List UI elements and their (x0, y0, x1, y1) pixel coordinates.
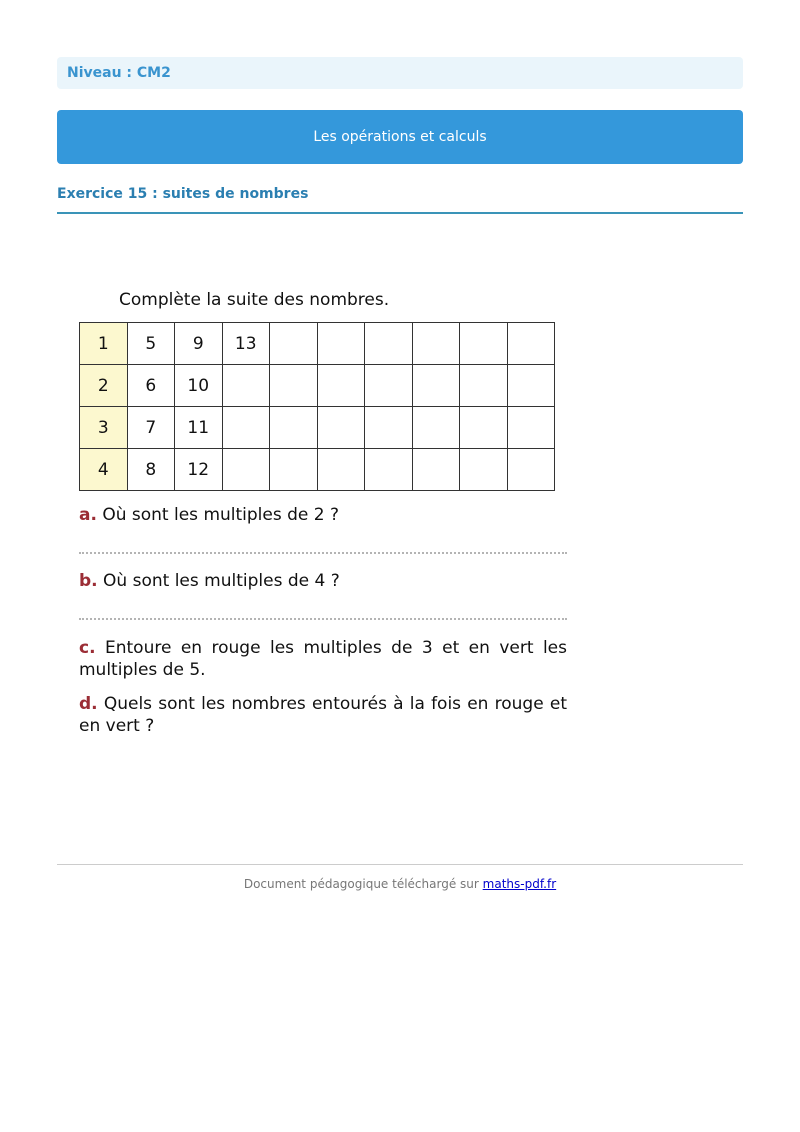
grid-cell[interactable] (460, 365, 508, 407)
grid-cell[interactable] (270, 449, 318, 491)
exercise-title: Exercice 15 : suites de nombres (57, 186, 743, 214)
number-grid (79, 322, 555, 491)
grid-cell[interactable] (412, 407, 460, 449)
grid-cell[interactable] (412, 449, 460, 491)
grid-cell[interactable] (270, 407, 318, 449)
grid-cell[interactable] (365, 365, 413, 407)
question-c (79, 637, 567, 681)
grid-cell[interactable] (507, 407, 555, 449)
grid-cell[interactable] (412, 323, 460, 365)
grid-cell[interactable] (222, 365, 270, 407)
question-c-letter: c. (79, 638, 96, 658)
question-b-text: Où sont les multiples de 4 ? (103, 571, 340, 591)
grid-cell[interactable] (460, 449, 508, 491)
grid-cell[interactable] (317, 449, 365, 491)
grid-cell[interactable] (507, 323, 555, 365)
question-b-letter: b. (79, 571, 98, 591)
grid-cell[interactable] (365, 323, 413, 365)
grid-start-cell: 1 (80, 323, 128, 365)
question-d-letter: d. (79, 694, 98, 714)
exercise-content (79, 286, 567, 737)
grid-cell[interactable] (507, 449, 555, 491)
grid-cell[interactable] (317, 407, 365, 449)
grid-row (80, 365, 555, 407)
footer-divider (57, 864, 743, 865)
grid-cell[interactable] (460, 407, 508, 449)
grid-cell: 9 (175, 323, 223, 365)
grid-cell[interactable] (270, 323, 318, 365)
answer-line-b[interactable] (79, 618, 567, 620)
grid-cell: 5 (127, 323, 175, 365)
grid-start-cell: 2 (80, 365, 128, 407)
grid-cell[interactable] (507, 365, 555, 407)
footer-link[interactable]: maths-pdf.fr (482, 877, 557, 891)
grid-cell[interactable] (270, 365, 318, 407)
level-label: Niveau : CM2 (57, 57, 743, 89)
topic-banner: Les opérations et calculs (57, 110, 743, 164)
footer-text: Document pédagogique téléchargé sur (243, 877, 479, 891)
grid-cell[interactable] (222, 407, 270, 449)
grid-cell[interactable] (365, 449, 413, 491)
grid-cell[interactable] (317, 323, 365, 365)
question-a-letter: a. (79, 505, 97, 525)
grid-cell: 6 (127, 365, 175, 407)
question-c-text: Entoure en rouge les multiples de 3 et en vert les multiples de 5. (79, 638, 567, 680)
instruction: Complète la suite des nombres. (119, 290, 390, 310)
grid-cell: 13 (222, 323, 270, 365)
question-a (79, 504, 567, 526)
question-b (79, 570, 567, 592)
grid-row (80, 323, 555, 365)
question-d-text: Quels sont les nombres entourés à la fois en rouge et en vert ? (79, 694, 567, 736)
grid-cell[interactable] (412, 365, 460, 407)
grid-cell: 10 (175, 365, 223, 407)
question-a-text: Où sont les multiples de 2 ? (102, 505, 340, 525)
grid-start-cell: 4 (80, 449, 128, 491)
grid-cell: 7 (127, 407, 175, 449)
footer (0, 877, 800, 891)
grid-cell: 11 (175, 407, 223, 449)
grid-cell: 8 (127, 449, 175, 491)
answer-line-a[interactable] (79, 552, 567, 554)
grid-cell[interactable] (317, 365, 365, 407)
question-d (79, 693, 567, 737)
grid-cell[interactable] (460, 323, 508, 365)
grid-cell: 12 (175, 449, 223, 491)
grid-start-cell: 3 (80, 407, 128, 449)
grid-row (80, 407, 555, 449)
grid-cell[interactable] (365, 407, 413, 449)
grid-row (80, 449, 555, 491)
grid-cell[interactable] (222, 449, 270, 491)
